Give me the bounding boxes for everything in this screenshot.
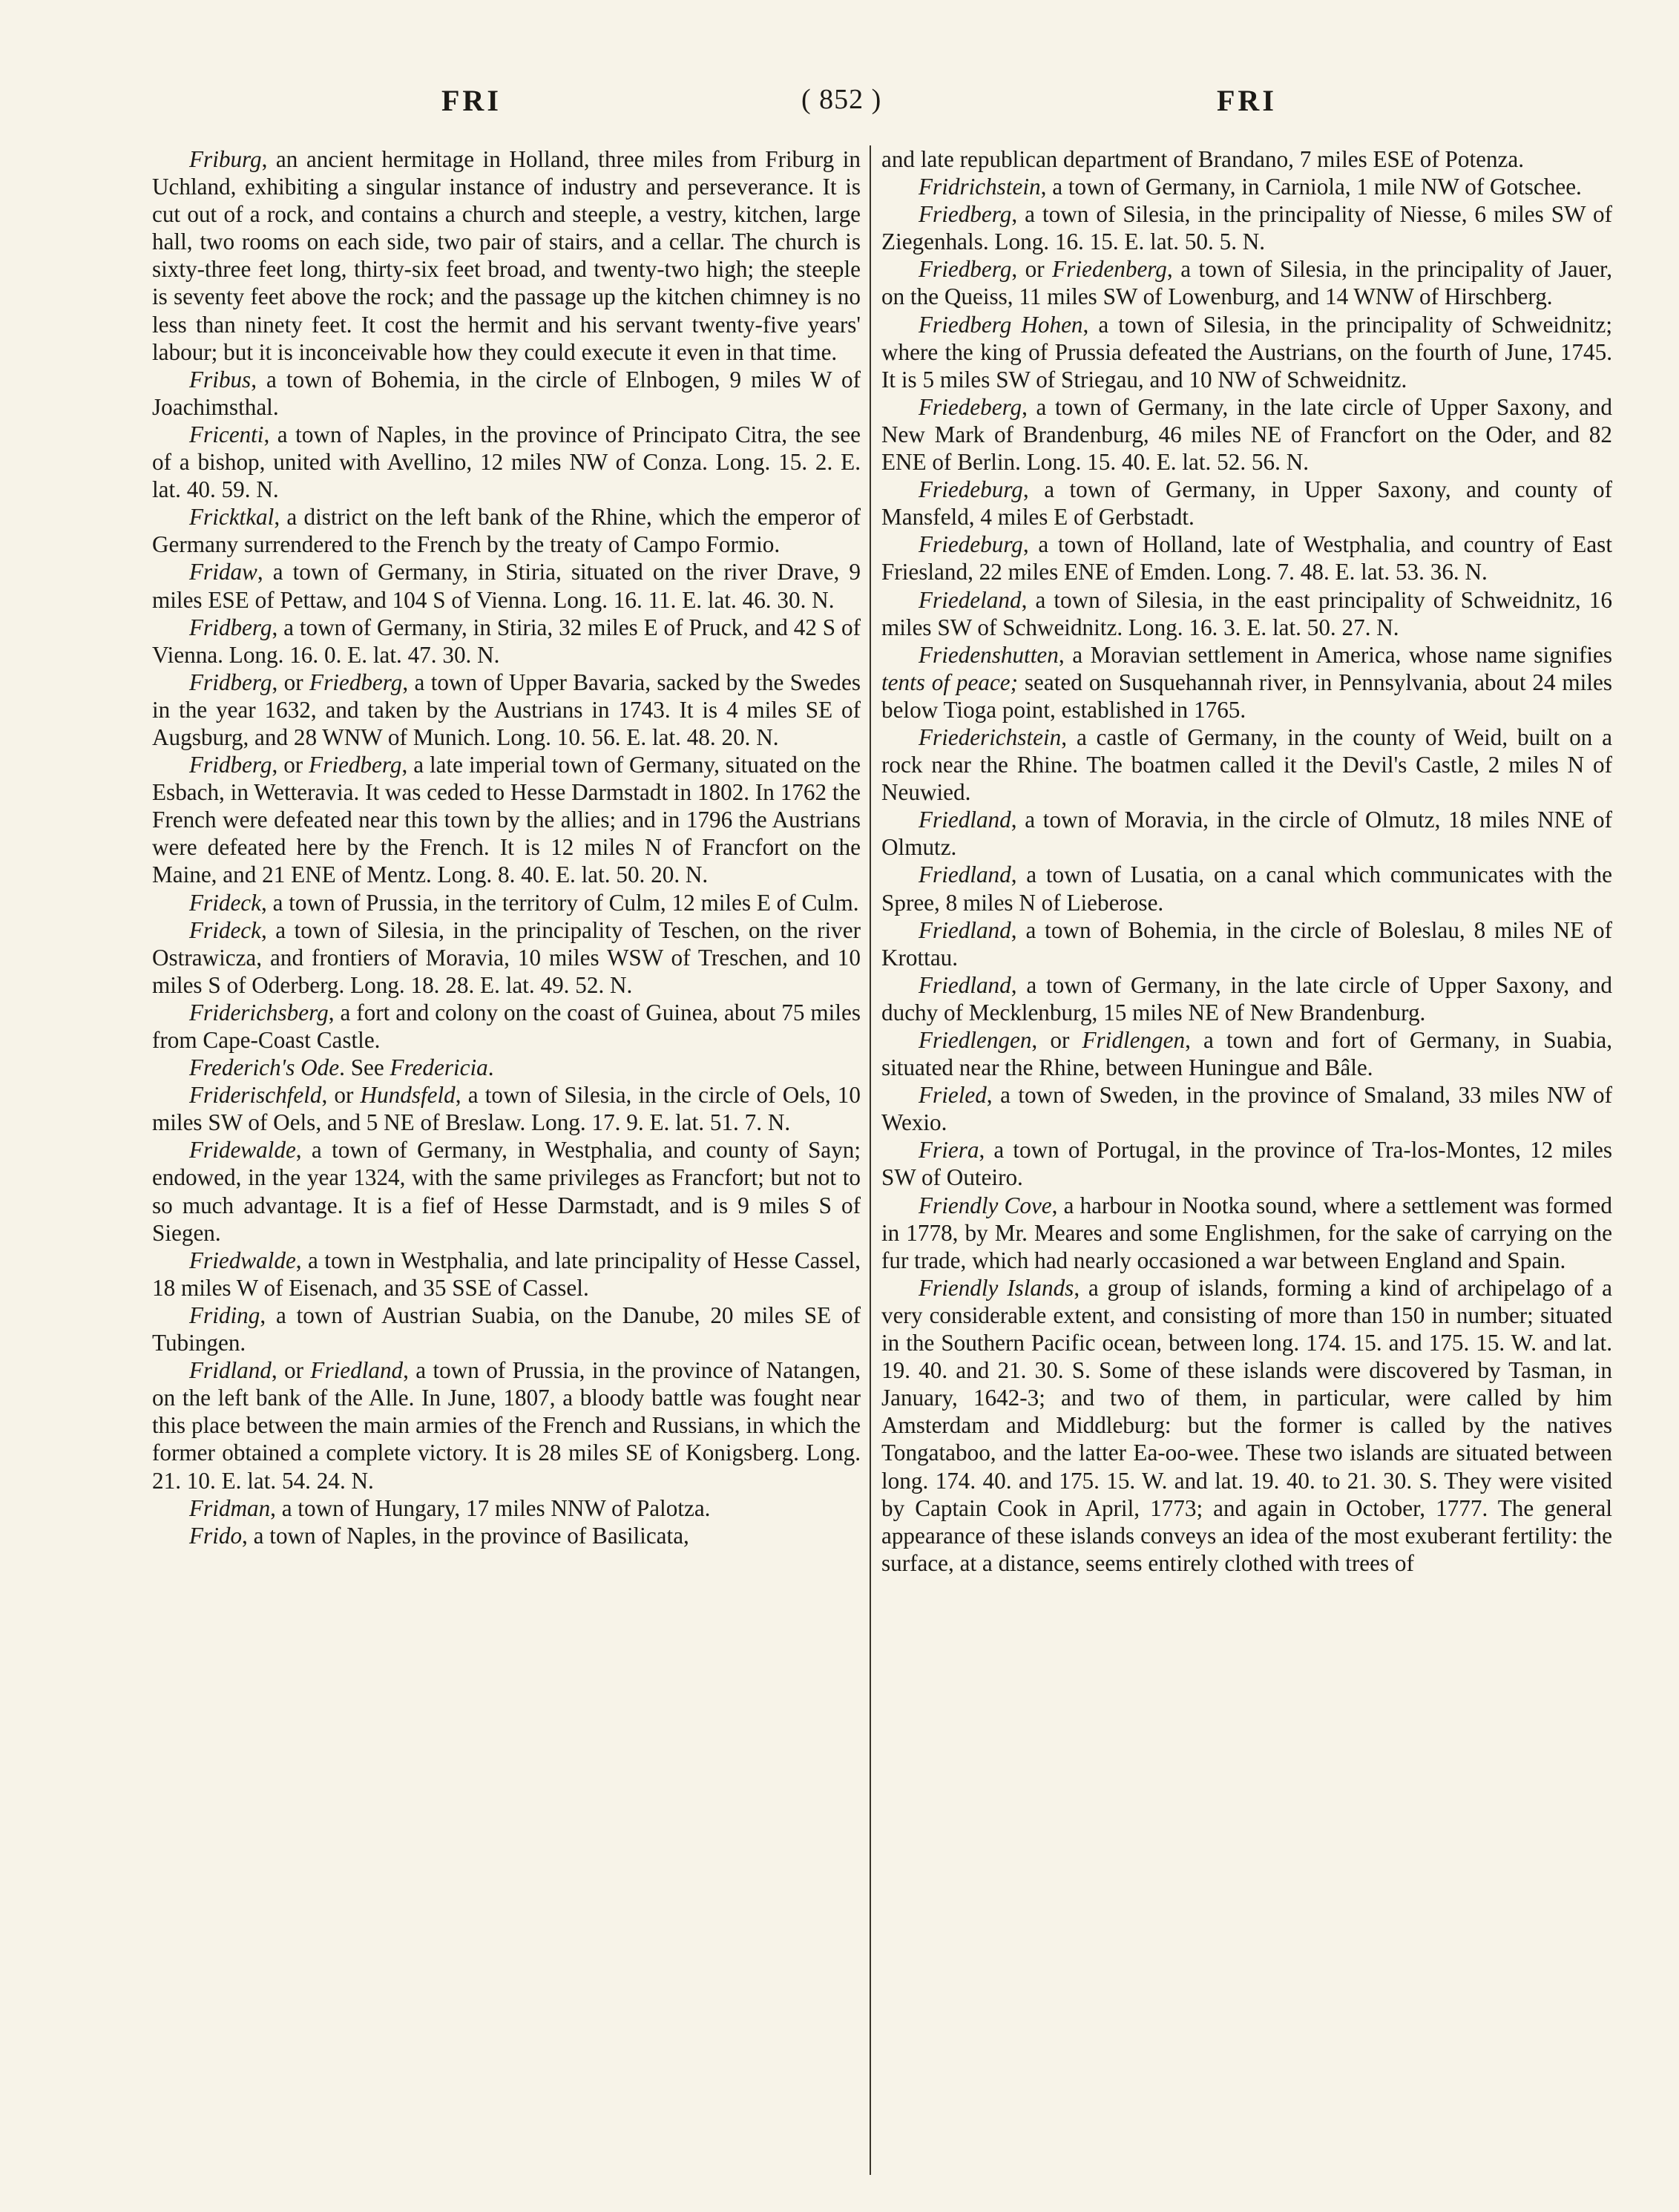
entry-connector: , or: [271, 1357, 311, 1384]
page-number: ( 852 ): [801, 84, 882, 115]
entry-headword: Friedberg: [919, 201, 1012, 228]
entry-headword: Fricktkal: [189, 504, 275, 531]
gazetteer-entry: [152, 1356, 861, 1494]
gazetteer-entry: [152, 1522, 861, 1549]
entry-text: , a town of Germany, in Westphalia, and county of Sayn; endowed, in the year 1324, with the same privileges as Francfort; but not to so much advantage. It is a fief of Hesse Darmstadt, and is 9 miles S of Siegen.: [152, 1137, 861, 1246]
gazetteer-entry: [152, 366, 861, 421]
gazetteer-entry: [152, 916, 861, 999]
entry-text: , a town of Hungary, 17 miles NNW of Palotza.: [270, 1494, 711, 1521]
entry-text: , a town of Bohemia, in the circle of Boleslau, 8 miles NE of Krottau.: [881, 916, 1612, 971]
entry-text: , a town of Portugal, in the province of Tra-los-Montes, 12 miles SW of Outeiro.: [881, 1137, 1612, 1191]
entry-headword: Frideck: [189, 916, 261, 943]
gazetteer-entry: [881, 173, 1612, 200]
entry-connector: , or: [1011, 256, 1053, 283]
entry-connector: , or: [272, 752, 309, 778]
entry-headword: Friedland: [919, 971, 1011, 998]
entry-text: , a town of Silesia, in the principality of Teschen, on the river Ostrawicza, and frontiers of Moravia, 10 miles WSW of Treschen, and 10 miles S of Oderberg. Long. 18. 28. E. lat. 49. 52. N.: [152, 916, 861, 998]
entry-text: , a group of islands, forming a kind of archipelago of a very considerable extent, and consisting of more than 150 in number; situated in the Southern Pacific ocean, between long. 174. 15. and 175. 15. W. and lat. 19. 40. and 21. 30. S. Some of these islands were discovered by Tasman, in January, 1642-3; and two of them, in particular, were called by him Amsterdam and Middleburg: but the former is called by the natives Tongataboo, and the latter Ea-oo-wee. These two islands are situated between long. 174. 40. and 175. 15. W. and lat. 19. 40. to 21. 30. S. They were visited by Captain Cook in April, 1773; and again in October, 1777. The general appearance of these islands conveys an idea of the most exuberant fertility: the surface, at a distance, seems entirely clothed with trees of: [881, 1274, 1612, 1576]
gazetteer-entry: [152, 1302, 861, 1356]
entry-text: , a town of Lusatia, on a canal which communicates with the Spree, 8 miles N of Lieberose.: [881, 862, 1612, 916]
entry-alternate-name: Friedberg: [309, 669, 403, 695]
entry-headword: Frederich's Ode: [189, 1054, 340, 1081]
gazetteer-entry: [152, 1081, 861, 1136]
gazetteer-entry: [881, 641, 1612, 723]
header-right-guide-word: FRI: [1217, 84, 1277, 117]
gazetteer-entry: [881, 723, 1612, 806]
entry-headword: Fricenti: [189, 421, 264, 447]
entry-text: , a town of Holland, late of Westphalia, and country of East Friesland, 22 miles ENE of Emden. Long. 7. 48. E. lat. 53. 36. N.: [881, 531, 1612, 585]
entry-text: , a town of Prussia, in the territory of Culm, 12 miles E of Culm.: [260, 889, 859, 916]
gazetteer-entry: [881, 1136, 1612, 1191]
header-left-guide-word: FRI: [441, 84, 502, 117]
entry-headword: Friedeberg: [919, 393, 1022, 420]
entry-headword: Fridrichstein: [919, 174, 1041, 200]
gazetteer-entry: [881, 916, 1612, 971]
entry-alternate-name: Fredericia: [390, 1054, 488, 1081]
entry-headword: Friedberg: [919, 256, 1012, 283]
entry-headword: Frido: [189, 1522, 243, 1549]
left-column: [152, 145, 861, 2179]
entry-headword: Friedeburg: [919, 476, 1023, 503]
entry-connector: , or: [1031, 1027, 1082, 1053]
entry-text: , a district on the left bank of the Rhine, which the emperor of Germany surrendered to the French by the treaty of Campo Formio.: [152, 504, 861, 558]
entry-headword: Friderichsberg: [189, 999, 329, 1025]
entry-headword: Friedeland: [919, 586, 1022, 613]
entry-text: , a fort and colony on the coast of Guinea, about 75 miles from Cape-Coast Castle.: [152, 999, 861, 1053]
entry-alternate-name: Fridlengen: [1082, 1027, 1186, 1053]
gazetteer-entry: [881, 1274, 1612, 1577]
entry-headword: Fridland: [189, 1357, 272, 1384]
gazetteer-entry: [152, 1136, 861, 1246]
entry-headword: Friendly Islands: [919, 1274, 1074, 1301]
entry-headword: Frideck: [189, 889, 261, 916]
entry-headword: Friedenshutten: [919, 641, 1059, 668]
gazetteer-entry: [881, 806, 1612, 861]
entry-headword: Friedeburg: [919, 531, 1023, 558]
entry-text: , a town of Germany, in the late circle of Upper Saxony, and New Mark of Brandenburg, 46 miles NE of Francfort on the Oder, and 82 ENE of Berlin. Long. 15. 40. E. lat. 52. 56. N.: [881, 393, 1612, 476]
entry-text: , a town in Westphalia, and late principality of Hesse Cassel, 18 miles W of Eisenach, and 35 SSE of Cassel.: [152, 1247, 861, 1301]
gazetteer-entry: [152, 669, 861, 751]
gazetteer-entry: [881, 861, 1612, 916]
entry-italic-phrase: tents of peace;: [881, 669, 1019, 695]
entry-text: and late republican department of Brandano, 7 miles ESE of Potenza.: [881, 146, 1525, 172]
entry-text: , a town of Bohemia, in the circle of Elnbogen, 9 miles W of Joachimsthal.: [152, 366, 861, 420]
entry-headword: Friendly Cove: [919, 1192, 1052, 1218]
entry-text: , a town of Silesia, in the principality of Schweidnitz; where the king of Prussia defeated the Austrians, on the fourth of June, 1745. It is 5 miles SW of Striegau, and 10 NW of Schweidnitz.: [881, 311, 1612, 393]
entry-headword: Friedland: [919, 916, 1011, 943]
entry-alternate-name: Hundsfeld: [360, 1082, 456, 1109]
entry-text: , a town of Naples, in the province of Basilicata,: [242, 1522, 689, 1549]
entry-headword: Friederichstein: [919, 723, 1062, 750]
gazetteer-entry: [881, 311, 1612, 393]
gazetteer-entry: [881, 586, 1612, 641]
entry-text: , a town of Upper Bavaria, sacked by the Swedes in the year 1632, and taken by the Austrians in 1743. It is 4 miles SE of Augsburg, and 28 WNW of Munich. Long. 10. 56. E. lat. 48. 20. N.: [152, 669, 861, 750]
entry-headword: Friedberg Hohen: [919, 311, 1083, 338]
gazetteer-entry: [152, 1494, 861, 1522]
entry-headword: Friedlengen: [919, 1027, 1032, 1053]
gazetteer-entry: [152, 421, 861, 503]
gazetteer-entry: [881, 971, 1612, 1026]
entry-text: , a town of Silesia, in the principality of Jauer, on the Queiss, 11 miles SW of Lowenburg, and 14 WNW of Hirschberg.: [881, 256, 1612, 310]
entry-text: , an ancient hermitage in Holland, three miles from Friburg in Uchland, exhibiting a singular instance of industry and perseverance. It is cut out of a rock, and contains a church and steeple, a vestry, kitchen, large hall, two rooms on each side, two pair of stairs, and a cellar. The church is sixty-three feet long, thirty-six feet broad, and twenty-two high; the steeple is seventy feet above the rock; and the passage up the kitchen chimney is no less than ninety feet. It cost the hermit and his servant twenty-five years' labour; but it is inconceivable how they could execute it even in that time.: [152, 146, 861, 365]
entry-headword: Fridberg: [189, 669, 272, 695]
gazetteer-entry: [881, 531, 1612, 585]
entry-text: .: [487, 1054, 494, 1081]
gazetteer-entry: [152, 1054, 861, 1081]
gazetteer-entry: [881, 255, 1612, 310]
gazetteer-entry: [881, 393, 1612, 476]
gazetteer-entry: [881, 476, 1612, 531]
entry-headword: Fridaw: [189, 559, 257, 585]
entry-text: , a town of Prussia, in the province of Natangen, on the left bank of the Alle. In June, 1807, a bloody battle was fought near this place between the main armies of the French and Russians, in which the former obtained a complete victory. It is 28 miles SE of Konigsberg. Long. 21. 10. E. lat. 54. 24. N.: [152, 1357, 861, 1494]
entry-headword: Fridberg: [189, 752, 272, 778]
entry-alternate-name: Friedberg: [309, 752, 402, 778]
entry-headword: Friburg: [189, 146, 262, 172]
entry-connector: . See: [339, 1054, 390, 1081]
gazetteer-entry: [881, 1081, 1612, 1136]
gazetteer-entry: [881, 200, 1612, 255]
entry-connector: , or: [321, 1082, 361, 1109]
right-column: [881, 145, 1612, 2179]
entry-headword: Fribus: [189, 366, 252, 393]
entry-headword: Frieled: [919, 1082, 987, 1109]
entry-alternate-name: Friedenberg: [1052, 256, 1167, 283]
gazetteer-entry: [152, 558, 861, 613]
gazetteer-entry: [152, 889, 861, 916]
entry-text: , a town of Sweden, in the province of Smaland, 33 miles NW of Wexio.: [881, 1082, 1612, 1136]
entry-headword: Friedland: [919, 862, 1011, 888]
gazetteer-entry: [152, 751, 861, 888]
entry-text: , a town of Silesia, in the east principality of Schweidnitz, 16 miles SW of Schweidnitz. Long. 16. 3. E. lat. 50. 27. N.: [881, 586, 1612, 640]
entry-headword: Fridberg: [189, 614, 272, 640]
running-header: [156, 83, 1568, 128]
entry-text: , a town of Germany, in the late circle of Upper Saxony, and duchy of Mecklenburg, 15 miles NE of New Brandenburg.: [881, 971, 1612, 1025]
entry-text: , a town of Moravia, in the circle of Olmutz, 18 miles NNE of Olmutz.: [881, 807, 1612, 861]
entry-text: seated on Susquehannah river, in Pennsylvania, about 24 miles below Tioga point, established in 1765.: [881, 669, 1612, 723]
entry-connector: , or: [272, 669, 310, 695]
entry-text: , a town of Silesia, in the principality of Niesse, 6 miles SW of Ziegenhals. Long. 16. 15. E. lat. 50. 5. N.: [881, 201, 1612, 255]
entry-headword: Friderischfeld: [189, 1082, 322, 1109]
entry-text: , a town of Germany, in Stiria, 32 miles E of Pruck, and 42 S of Vienna. Long. 16. 0. E. lat. 47. 30. N.: [152, 614, 861, 668]
gazetteer-entry: [152, 614, 861, 669]
gazetteer-entry: [152, 999, 861, 1054]
entry-headword: Friedland: [919, 807, 1011, 833]
entry-text: , a castle of Germany, in the county of Weid, built on a rock near the Rhine. The boatmen called it the Devil's Castle, 2 miles N of Neuwied.: [881, 723, 1612, 806]
gazetteer-entry: [152, 1247, 861, 1302]
gazetteer-entry: [881, 145, 1612, 173]
entry-text: , a town of Naples, in the province of Principato Citra, the see of a bishop, united with Avellino, 12 miles NW of Conza. Long. 15. 2. E. lat. 40. 59. N.: [152, 421, 861, 503]
gazetteer-entry: [152, 145, 861, 366]
entry-text: , a Moravian settlement in America, whose name signifies: [1058, 641, 1612, 668]
column-divider: [870, 145, 871, 2175]
gazetteer-entry: [881, 1192, 1612, 1274]
entry-text: , a town of Germany, in Upper Saxony, and county of Mansfeld, 4 miles E of Gerbstadt.: [881, 476, 1612, 531]
entry-headword: Friedwalde: [189, 1247, 296, 1273]
entry-text: , a harbour in Nootka sound, where a settlement was formed in 1778, by Mr. Meares and some Englishmen, for the sake of carrying on the fur trade, which had nearly occasioned a war between England and Spain.: [881, 1192, 1612, 1273]
entry-headword: Fridewalde: [189, 1137, 296, 1164]
gazetteer-entry: [881, 1026, 1612, 1081]
entry-text: , a town of Silesia, in the circle of Oels, 10 miles SW of Oels, and 5 NE of Breslaw. Long. 17. 9. E. lat. 51. 7. N.: [152, 1082, 861, 1136]
entry-headword: Fridman: [189, 1494, 271, 1521]
entry-text: , a town of Germany, in Carniola, 1 mile NW of Gotschee.: [1040, 174, 1582, 200]
entry-text: , a late imperial town of Germany, situated on the Esbach, in Wetteravia. It was ceded to Hesse Darmstadt in 1802. In 1762 the French were defeated near this town by the allies; and in 1796 the Austrians were defeated here by the French. It is 12 miles N of Francfort on the Maine, and 21 ENE of Mentz. Long. 8. 40. E. lat. 50. 20. N.: [152, 752, 861, 888]
entry-headword: Friera: [919, 1137, 979, 1164]
entry-alternate-name: Friedland: [310, 1357, 404, 1384]
entry-headword: Friding: [189, 1302, 260, 1328]
entry-text: , a town and fort of Germany, in Suabia, situated near the Rhine, between Huningue and Bâle.: [881, 1027, 1612, 1081]
entry-text: , a town of Germany, in Stiria, situated on the river Drave, 9 miles ESE of Pettaw, and 104 S of Vienna. Long. 16. 11. E. lat. 46. 30. N.: [152, 559, 861, 613]
entry-text: , a town of Austrian Suabia, on the Danube, 20 miles SE of Tubingen.: [152, 1302, 861, 1356]
gazetteer-entry: [152, 503, 861, 558]
